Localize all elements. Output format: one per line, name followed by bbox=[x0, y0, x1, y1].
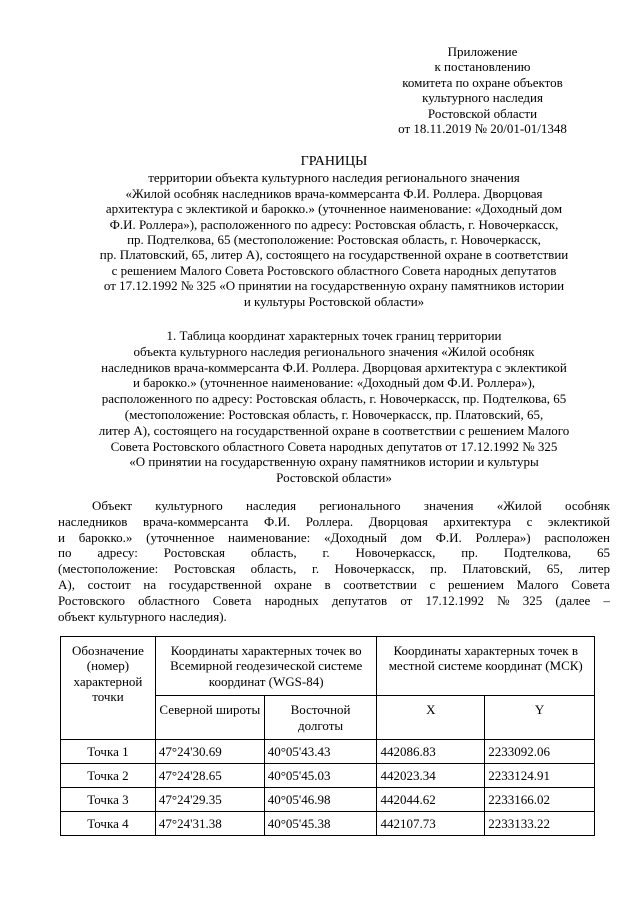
paragraph-line bbox=[58, 514, 610, 530]
paragraph-word: Платовский, bbox=[462, 561, 532, 577]
title-line: пр. Подтелкова, 65 (местоположение: Ростовская область, г. Новочеркасск, bbox=[127, 232, 541, 248]
section-line: литер А), состоящего на государственной охране в соответствии с решением Малого bbox=[98, 422, 570, 438]
paragraph-word: Ф.И. bbox=[435, 529, 462, 545]
object-description-paragraph bbox=[58, 498, 610, 624]
paragraph-line: объект культурного наследия). bbox=[58, 608, 227, 624]
subheader-x: X bbox=[377, 696, 485, 740]
title-line: пр. Платовский, 65, литер А), состоящего на государственной охране в соответствии bbox=[99, 247, 569, 263]
paragraph-line bbox=[58, 561, 610, 577]
subheader-latitude: Северной широты bbox=[155, 696, 264, 740]
paragraph-word: по bbox=[58, 545, 72, 561]
section-line: и барокко.» (уточненное наименование: «Доходный дом Ф.И. Роллера»), bbox=[132, 375, 536, 391]
paragraph-word: Совета bbox=[571, 576, 610, 592]
paragraph-word: регионального bbox=[319, 498, 401, 513]
point-label: Точка 4 bbox=[61, 812, 156, 836]
paragraph-word: культурного bbox=[155, 498, 223, 513]
paragraph-word: «Доходный bbox=[324, 529, 387, 545]
paragraph-word: наследия bbox=[245, 498, 297, 513]
subheader-y: Y bbox=[485, 696, 595, 740]
y-cell: 2233166.02 bbox=[485, 788, 595, 812]
table-row bbox=[61, 812, 595, 836]
header-msk: Координаты характерных точек в местной системе координат (МСК) bbox=[377, 637, 595, 696]
x-cell: 442044.62 bbox=[377, 788, 485, 812]
paragraph-word: расположен bbox=[544, 529, 610, 545]
title-line: территории объекта культурного наследия регионального значения bbox=[148, 170, 520, 186]
paragraph-word: областного bbox=[138, 592, 200, 608]
paragraph-word: А), bbox=[58, 576, 75, 592]
paragraph-word: охране bbox=[274, 576, 312, 592]
paragraph-word: Ф.И. bbox=[263, 513, 291, 529]
title-line: «Жилой особняк наследников врача-коммерсанта Ф.И. Роллера. Дворцовая bbox=[125, 185, 543, 201]
appendix-line: от 18.11.2019 № 20/01-01/1348 bbox=[398, 121, 567, 137]
section-line: Ростовской области» bbox=[276, 470, 392, 486]
paragraph-word: дом bbox=[400, 529, 422, 545]
table-row bbox=[61, 788, 595, 812]
paragraph-word: пр. bbox=[461, 545, 478, 561]
table-row bbox=[61, 764, 595, 788]
point-label: Точка 3 bbox=[61, 788, 156, 812]
latitude-cell: 47°24'29.35 bbox=[155, 788, 264, 812]
paragraph-word: Новочеркасск, bbox=[355, 545, 436, 561]
longitude-cell: 40°05'45.38 bbox=[264, 812, 377, 836]
paragraph-word: барокко.» bbox=[78, 529, 133, 545]
x-cell: 442086.83 bbox=[377, 740, 485, 764]
appendix-line: комитета по охране объектов bbox=[402, 74, 563, 90]
y-cell: 2233124.91 bbox=[485, 764, 595, 788]
section-line: 1. Таблица координат характерных точек границ территории bbox=[166, 328, 502, 343]
paragraph-word: и bbox=[58, 529, 65, 545]
paragraph-word: литер bbox=[578, 561, 610, 577]
paragraph-word: наследников bbox=[58, 513, 128, 529]
section-line: Совета Ростовского областного Совета народных депутатов от 17.12.1992 № 325 bbox=[110, 438, 558, 454]
paragraph-word: значения bbox=[423, 498, 474, 513]
paragraph-word: № bbox=[497, 592, 510, 608]
paragraph-word: адресу: bbox=[97, 545, 138, 561]
title-line: Ф.И. Роллера»), расположенного по адресу: Ростовская область, г. Новочеркасск, bbox=[109, 216, 559, 232]
header-wgs: Координаты характерных точек во Всемирной геодезической системе координат (WGS-84) bbox=[155, 637, 377, 696]
paragraph-word: Ростовская bbox=[173, 561, 236, 577]
paragraph-word: от bbox=[400, 592, 413, 608]
section-line: объекта культурного наследия регионального значения «Жилой особняк bbox=[133, 343, 535, 359]
paragraph-line bbox=[58, 530, 610, 546]
paragraph-word: Ростовская bbox=[163, 545, 225, 561]
header-point: Обозначение (номер) характерной точки bbox=[61, 637, 156, 740]
appendix-line: Ростовской области bbox=[427, 105, 538, 121]
boundaries-title bbox=[58, 154, 610, 309]
paragraph-word: врача-коммерсанта bbox=[142, 513, 249, 529]
section-line: (местоположение: Ростовская область, г. Новочеркасск, пр. Платовский, 65, bbox=[124, 406, 544, 422]
paragraph-word: на bbox=[143, 576, 157, 592]
paragraph-word: область, bbox=[250, 561, 297, 577]
longitude-cell: 40°05'46.98 bbox=[264, 788, 377, 812]
appendix-line: культурного наследия bbox=[422, 90, 543, 106]
paragraph-word: (далее bbox=[555, 592, 591, 608]
paragraph-word: архитектура bbox=[443, 513, 512, 529]
point-label: Точка 2 bbox=[61, 764, 156, 788]
paragraph-word: Подтелкова, bbox=[503, 545, 572, 561]
page-title: ГРАНИЦЫ bbox=[300, 154, 368, 169]
paragraph-word: Роллера. bbox=[305, 513, 354, 529]
paragraph-word: область, bbox=[250, 545, 297, 561]
latitude-cell: 47°24'28.65 bbox=[155, 764, 264, 788]
paragraph-word: с bbox=[526, 513, 533, 529]
paragraph-word: (уточненное bbox=[146, 529, 215, 545]
section-line: «О принятии на государственную охрану памятников истории и культуры bbox=[129, 454, 539, 470]
longitude-cell: 40°05'43.43 bbox=[264, 740, 377, 764]
paragraph-word: Объект bbox=[92, 498, 132, 513]
paragraph-word: Ростовского bbox=[58, 592, 126, 608]
title-line: и культуры Ростовской области» bbox=[243, 293, 425, 309]
paragraph-word: народных bbox=[264, 592, 319, 608]
paragraph-word: состоит bbox=[87, 576, 131, 592]
point-label: Точка 1 bbox=[61, 740, 156, 764]
paragraph-word: в bbox=[324, 576, 331, 592]
section-line: расположенного по адресу: Ростовская область, г. Новочеркасск, пр. Подтелкова, 65 bbox=[101, 391, 567, 407]
paragraph-word: наименование: bbox=[228, 529, 311, 545]
paragraph-word: 65 bbox=[597, 545, 610, 561]
paragraph-word: – bbox=[603, 592, 610, 608]
latitude-cell: 47°24'30.69 bbox=[155, 740, 264, 764]
paragraph-line bbox=[58, 498, 610, 514]
paragraph-word: государственной bbox=[168, 576, 262, 592]
latitude-cell: 47°24'31.38 bbox=[155, 812, 264, 836]
paragraph-word: Совета bbox=[212, 592, 252, 608]
paragraph-word: г. bbox=[322, 545, 330, 561]
appendix-line: к постановлению bbox=[434, 59, 531, 75]
y-cell: 2233092.06 bbox=[485, 740, 595, 764]
paragraph-word: соответствии bbox=[343, 576, 417, 592]
table-header-row bbox=[61, 637, 595, 696]
y-cell: 2233133.22 bbox=[485, 812, 595, 836]
subheader-longitude: Восточной долготы bbox=[264, 696, 377, 740]
paragraph-word: решением bbox=[447, 576, 504, 592]
paragraph-word: 17.12.1992 bbox=[425, 592, 484, 608]
paragraph-word: депутатов bbox=[331, 592, 388, 608]
paragraph-word: 325 bbox=[522, 592, 543, 608]
section-line: наследников врача-коммерсанта Ф.И. Роллера. Дворцовая архитектура с эклектикой bbox=[101, 359, 567, 375]
paragraph-line bbox=[58, 593, 610, 609]
paragraph-word: Дворцовая bbox=[368, 513, 428, 529]
title-line: от 17.12.1992 № 325 «О принятии на государственную охрану памятников истории bbox=[103, 278, 565, 294]
paragraph-word: особняк bbox=[565, 498, 610, 513]
paragraph-word: Новочеркасск, bbox=[334, 561, 415, 577]
longitude-cell: 40°05'45.03 bbox=[264, 764, 377, 788]
x-cell: 442023.34 bbox=[377, 764, 485, 788]
appendix-line: Приложение bbox=[447, 44, 518, 59]
section-1-heading bbox=[58, 328, 610, 486]
paragraph-word: г. bbox=[311, 561, 320, 577]
paragraph-word: с bbox=[429, 576, 436, 592]
title-line: архитектура с эклектикой и барокко.» (уточненное наименование: «Доходный дом bbox=[105, 201, 563, 217]
appendix-header bbox=[360, 44, 605, 136]
paragraph-word: «Жилой bbox=[496, 498, 542, 513]
paragraph-word: 65, bbox=[546, 561, 563, 577]
paragraph-line bbox=[58, 577, 610, 593]
paragraph-word: (местоположение: bbox=[58, 561, 159, 577]
coordinates-table bbox=[60, 636, 595, 836]
paragraph-word: пр. bbox=[430, 561, 447, 577]
paragraph-word: Роллера») bbox=[475, 529, 531, 545]
paragraph-word: Малого bbox=[516, 576, 559, 592]
title-line: с решением Малого Совета Ростовского областного Совета народных депутатов bbox=[111, 262, 557, 278]
paragraph-line bbox=[58, 545, 610, 561]
x-cell: 442107.73 bbox=[377, 812, 485, 836]
table-row bbox=[61, 740, 595, 764]
paragraph-word: эклектикой bbox=[547, 513, 610, 529]
